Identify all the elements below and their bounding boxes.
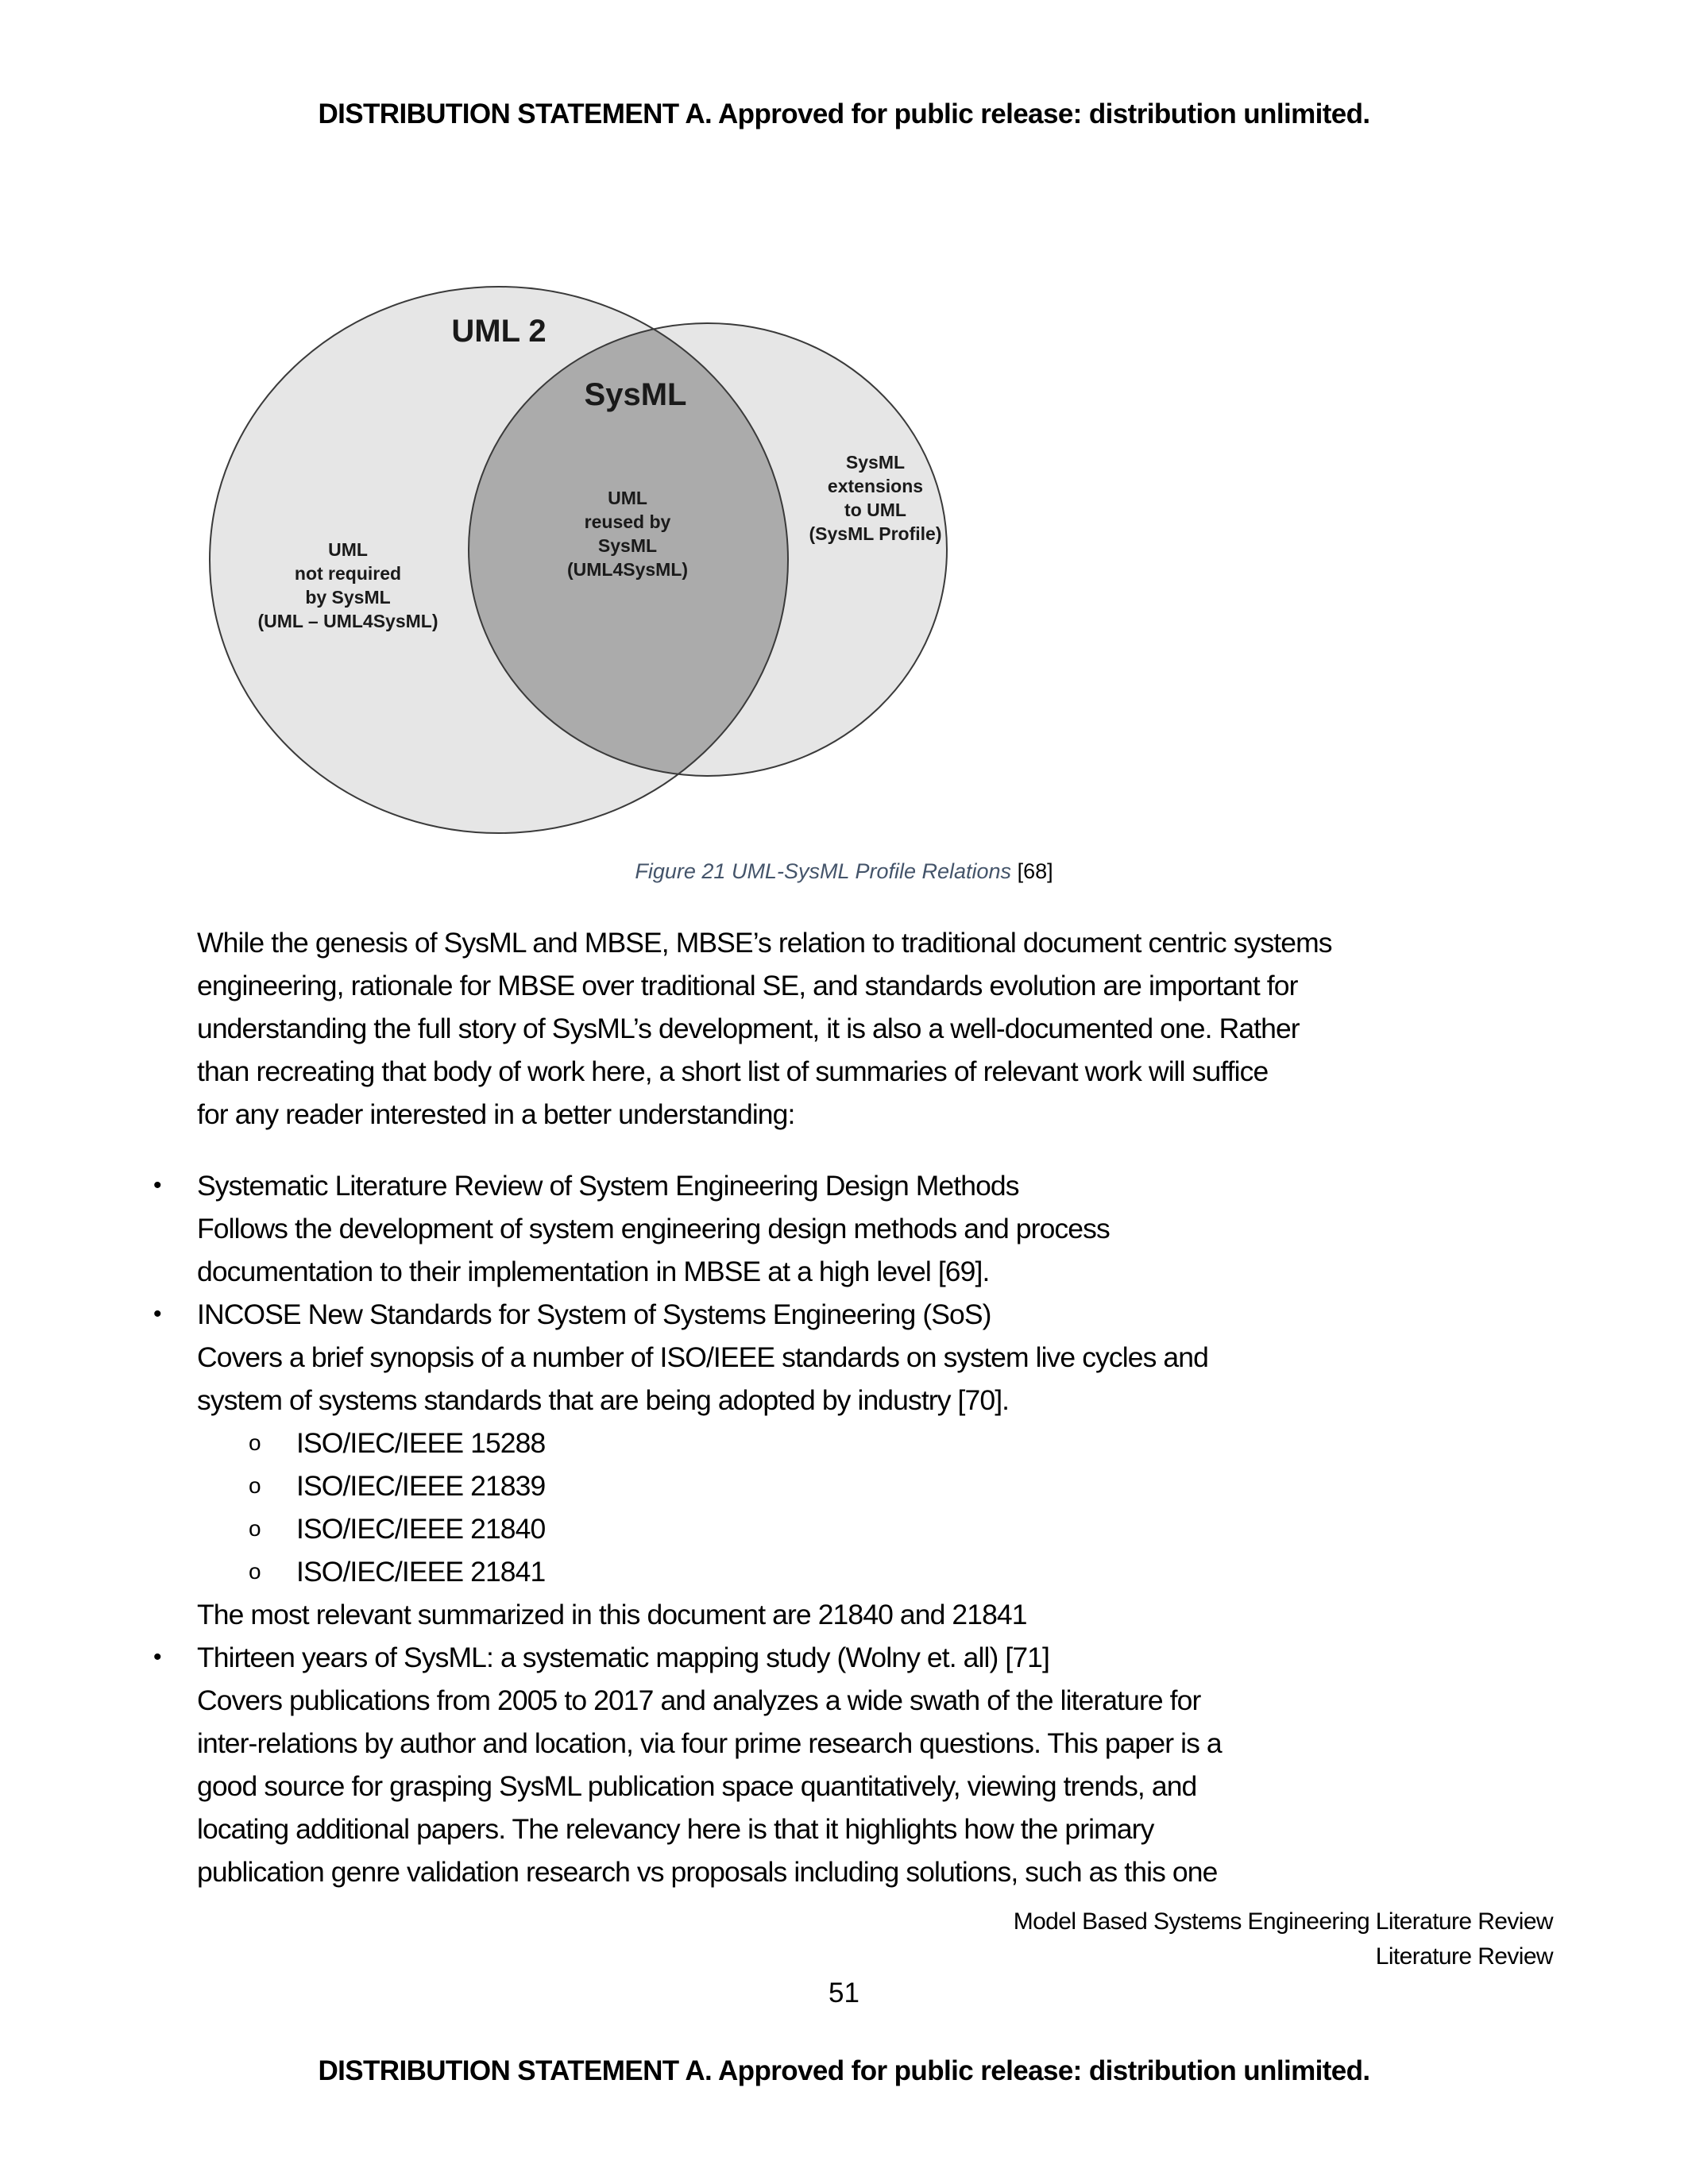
paragraph-line: While the genesis of SysML and MBSE, MBSE’s relation to traditional document centric systems	[197, 927, 1332, 959]
standard-name: ISO/IEC/IEEE 21840	[296, 1513, 546, 1545]
list-item	[99, 1164, 1402, 1293]
sub-list-item	[99, 1422, 1402, 1464]
running-title: Model Based Systems Engineering Literature Review	[1013, 1908, 1553, 1935]
sub-list-item	[99, 1464, 1402, 1507]
svg-text:SysML: SysML	[845, 452, 906, 473]
uml2-label: UML 2	[451, 314, 547, 349]
figure-caption	[0, 859, 1688, 884]
svg-text:UML: UML	[608, 488, 647, 508]
sub-list-item	[99, 1550, 1402, 1593]
paragraph-line: understanding the full story of SysML’s development, it is also a well-documented one. Rather	[197, 1013, 1300, 1044]
list-item-description: system of systems standards that are being adopted by industry [70].	[197, 1384, 1010, 1416]
standard-name: ISO/IEC/IEEE 15288	[296, 1427, 546, 1459]
list-item-title: Systematic Literature Review of System Engineering Design Methods	[197, 1170, 1019, 1202]
paragraph-line: engineering, rationale for MBSE over traditional SE, and standards evolution are important for	[197, 970, 1298, 1001]
hollow-bullet-icon: o	[249, 1473, 261, 1498]
svg-text:SysML: SysML	[597, 535, 658, 556]
intro-paragraph	[197, 921, 1500, 1136]
standard-name: ISO/IEC/IEEE 21839	[296, 1470, 546, 1502]
svg-text:reused by: reused by	[584, 511, 671, 532]
list-item-description: Follows the development of system engineering design methods and process	[197, 1213, 1110, 1244]
list-item-description: inter-relations by author and location, via four prime research questions. This paper is a	[197, 1727, 1222, 1759]
svg-text:to UML: to UML	[844, 500, 906, 520]
page-number: 51	[829, 1978, 859, 2008]
figure-caption-citation: [68]	[1011, 859, 1053, 883]
list-item	[99, 1636, 1402, 1893]
svg-text:(UML – UML4SysML): (UML – UML4SysML)	[257, 611, 438, 631]
uml-sysml-venn-diagram	[191, 270, 969, 850]
paragraph-line: for any reader interested in a better understanding:	[197, 1098, 795, 1130]
running-footer	[1014, 1904, 1553, 1974]
list-item-description: Covers a brief synopsis of a number of ISO/IEEE standards on system live cycles and	[197, 1341, 1208, 1373]
hollow-bullet-icon: o	[249, 1559, 261, 1584]
summary-list	[99, 1164, 1402, 1893]
section-title: Literature Review	[1375, 1943, 1553, 1970]
svg-text:by SysML: by SysML	[305, 587, 391, 608]
figure-caption-label: Figure 21 UML-SysML Profile Relations	[635, 859, 1012, 883]
list-item-description: good source for grasping SysML publication space quantitatively, viewing trends, and	[197, 1770, 1197, 1802]
distribution-statement-header: DISTRIBUTION STATEMENT A. Approved for public release: distribution unlimited.	[318, 98, 1370, 129]
svg-text:(SysML Profile): (SysML Profile)	[809, 523, 942, 544]
list-item-description: Covers publications from 2005 to 2017 and analyzes a wide swath of the literature for	[197, 1684, 1201, 1716]
list-item-note: The most relevant summarized in this document are 21840 and 21841	[197, 1599, 1027, 1630]
bullet-icon: •	[153, 1172, 161, 1198]
list-item-description: publication genre validation research vs proposals including solutions, such as this one	[197, 1856, 1218, 1888]
svg-text:(UML4SysML): (UML4SysML)	[566, 559, 689, 580]
standard-name: ISO/IEC/IEEE 21841	[296, 1556, 546, 1588]
hollow-bullet-icon: o	[249, 1516, 261, 1541]
svg-text:extensions: extensions	[827, 476, 924, 496]
paragraph-line: than recreating that body of work here, a short list of summaries of relevant work will suffice	[197, 1055, 1269, 1087]
distribution-statement-footer: DISTRIBUTION STATEMENT A. Approved for public release: distribution unlimited.	[318, 2055, 1370, 2086]
list-item-title: INCOSE New Standards for System of Systems Engineering (SoS)	[197, 1298, 991, 1330]
svg-text:not required: not required	[294, 563, 402, 584]
svg-text:UML: UML	[328, 539, 368, 560]
list-item	[99, 1293, 1402, 1636]
list-item-description: documentation to their implementation in MBSE at a high level [69].	[197, 1256, 990, 1287]
sub-list-item	[99, 1507, 1402, 1550]
sysml-label: SysML	[584, 377, 687, 412]
list-item-title: Thirteen years of SysML: a systematic mapping study (Wolny et. all) [71]	[197, 1642, 1049, 1673]
bullet-icon: •	[153, 1644, 161, 1670]
bullet-icon: •	[153, 1301, 161, 1327]
list-item-description: locating additional papers. The relevancy here is that it highlights how the primary	[197, 1813, 1154, 1845]
hollow-bullet-icon: o	[249, 1430, 261, 1455]
